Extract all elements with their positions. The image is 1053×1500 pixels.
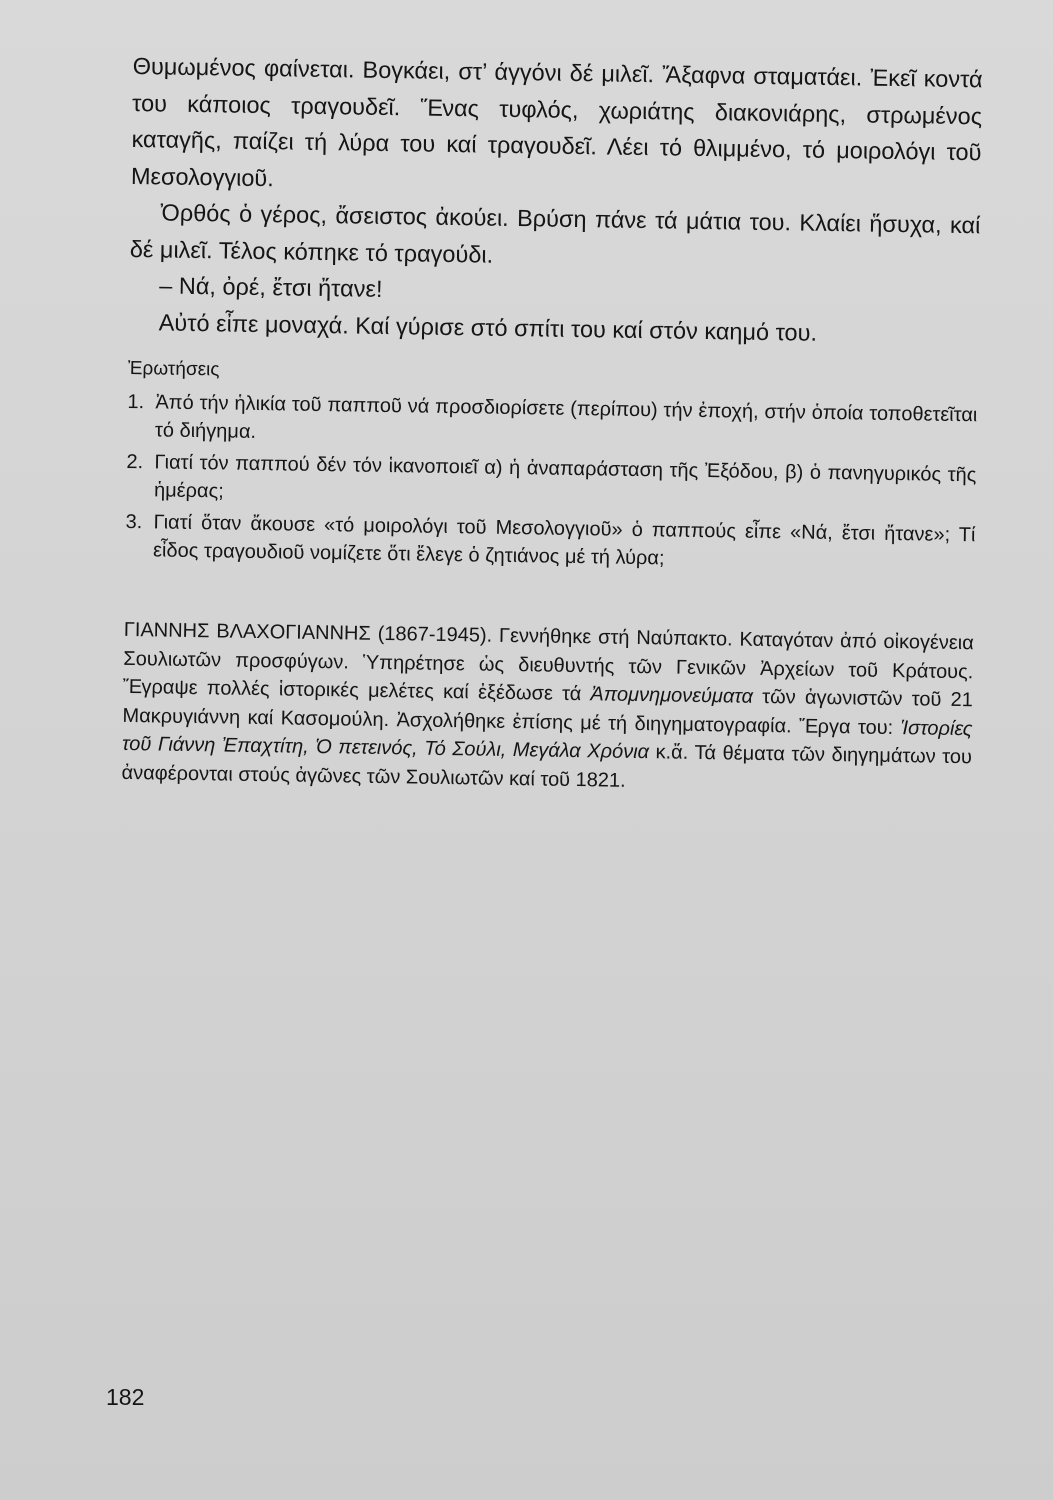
narrative-section <box>128 48 982 353</box>
question-text: Ἀπό τήν ἡλικία τοῦ παπποῦ νά προσδιορίσετε (περίπου) τήν ἐποχή, στήν ὁποία τοποθετεῖται τό διήγημα. <box>154 391 978 443</box>
bio-text: κ.ἄ. Τά θέματα τῶν διηγημάτων του ἀναφέρονται στούς ἀγῶνες τῶν Σουλιωτῶν καί τοῦ 1821. <box>121 741 973 792</box>
dialogue-line: – Νά, ὀρέ, ἔτσι ἤτανε! <box>159 272 383 302</box>
questions-section <box>125 358 978 577</box>
narrative-paragraph: Θυμωμένος φαίνεται. Βογκάει, στ’ άγγόνι δέ μιλεῖ. Ἄξαφνα σταματάει. Ἐκεῖ κοντά του κάποιος τραγουδεῖ. Ἕνας τυφλός, χωριάτης διακονιάρης, στρωμένος καταγῆς, παίζει τή λύρα του καί τραγουδεῖ. Λέει τό θλιμμένο, τό μοιρολόγι τοῦ Μεσολογγιοῦ. <box>130 52 983 191</box>
narrative-paragraph: Αὐτό εἶπε μοναχά. Καί γύρισε στό σπίτι του καί στόν καημό του. <box>158 308 818 346</box>
questions-list <box>125 388 978 577</box>
question-number: 2. <box>126 450 144 474</box>
question-text: Γιατί τόν παππού δέν τόν ἱκανοποιεῖ α) ἡ ἀναπαράσταση τῆς Ἐξόδου, β) ὁ πανηγυρικός τῆς ἡμέρας; <box>153 451 977 503</box>
questions-heading: Ἐρωτήσεις <box>127 357 220 381</box>
question-item <box>125 508 976 577</box>
page-number: 182 <box>106 1384 145 1410</box>
question-item <box>126 448 977 517</box>
bio-works-list: Ἱστορίες τοῦ Γιάννη Ἐπαχτίτη, Ὁ πετεινός, Τό Σούλι, Μεγάλα Χρόνια <box>121 716 973 764</box>
question-text: Γιατί ὅταν ἄκουσε «τό μοιρολόγι τοῦ Μεσολογγιοῦ» ὁ παππούς εἶπε «Νά, ἔτσι ἤτανε»; Τί εἶδος τραγουδιοῦ νομίζετε ὅτι ἔλεγε ὁ ζητιάνος μέ τή λύρα; <box>152 511 976 570</box>
question-number: 3. <box>125 510 143 534</box>
question-item <box>127 388 978 457</box>
bio-text: τῶν ἀγωνιστῶν τοῦ 21 Μακρυγιάννη καί Κασομούλη. Ἀσχολήθηκε ἐπίσης μέ τή διηγηματογραφία. Ἔργα του: <box>122 685 974 739</box>
bio-work-title: Ἀπομνημονεύματα <box>590 683 754 708</box>
author-biography <box>121 616 974 800</box>
page-content <box>121 48 983 800</box>
narrative-paragraph: Ὀρθός ὁ γέρος, ἄσειστος ἀκούει. Βρύση πάνε τά μάτια του. Κλαίει ἥσυχα, καί δέ μιλεῖ. Τέλος κόπηκε τό τραγούδι. <box>129 199 981 268</box>
bio-text: ΓΙΑΝΝΗΣ ΒΛΑΧΟΓΙΑΝΝΗΣ (1867-1945). Γεννήθηκε στή Ναύπακτο. Καταγόταν ἀπό οἰκογένεια Σουλιωτῶν προσφύγων. Ὑπηρέτησε ὡς διευθυντής τῶν Γενικῶν Ἀρχείων τοῦ Κράτους. Ἔγραψε πολλές ἱστορικές μελέτες καί ἐξέδωσε τά <box>122 618 974 706</box>
question-number: 1. <box>127 390 145 414</box>
